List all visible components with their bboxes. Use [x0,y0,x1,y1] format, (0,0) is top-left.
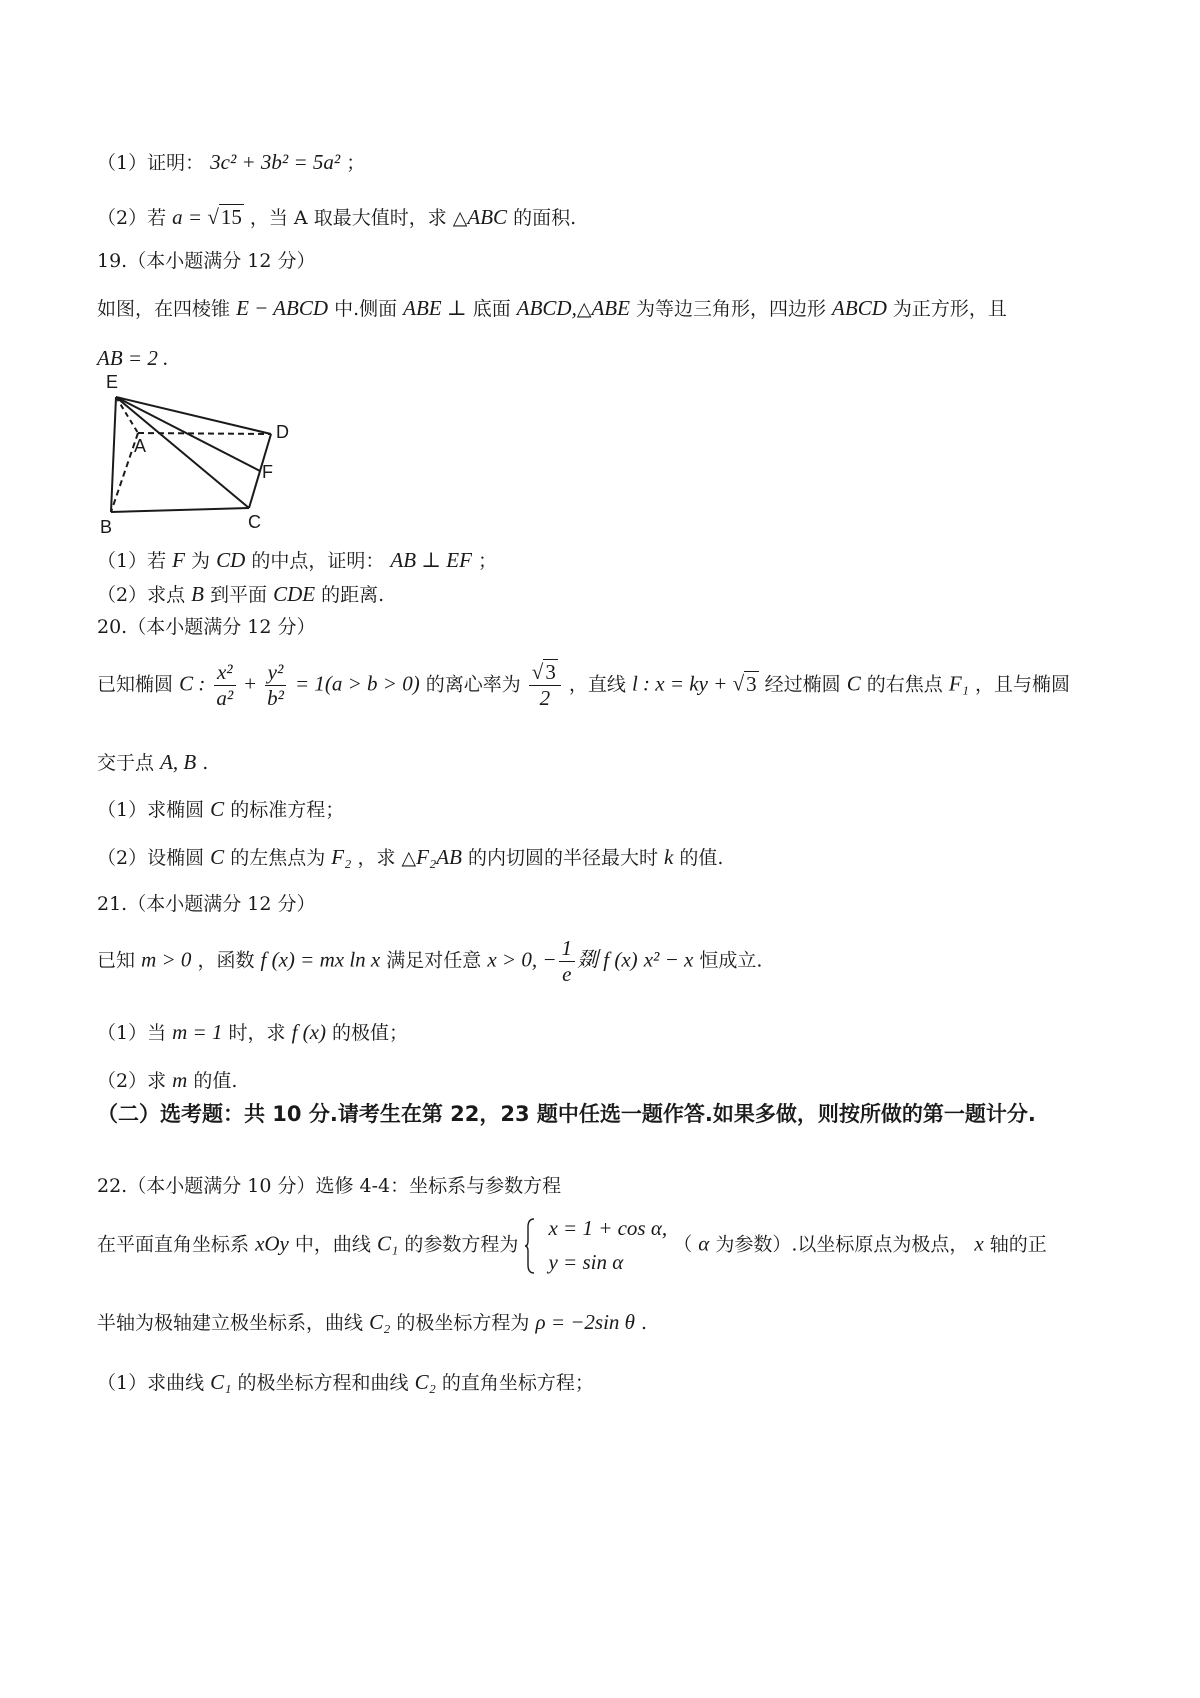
q22-header: 22.（本小题满分 10 分）选修 4-4：坐标系与参数方程 [97,1175,562,1197]
q19-stem-line2: AB = 2 . [97,346,169,370]
q21-stem: 已知 m > 0 ，函数 f (x) = mx ln x 满足对任意 x > 0, − $\frac{1}{e}$ 剟 f (x) x² − x 恒成立. [97,936,763,987]
q22-stem: 在平面直角坐标系 xOy 中，曲线 C₁ 的参数方程为 x = 1 + cos α, y = sin α （ α 为参数）.以坐标原点为极点， x 轴的正 [97,1212,1047,1279]
label-B: B [100,517,113,537]
brace-icon [524,1217,536,1275]
q19-part1: （1）若 F 为 CD 的中点，证明： AB ⊥ EF ； [97,548,497,572]
label-E: E [106,372,119,392]
label-F: F [262,462,273,482]
q20-part1: （1）求椭圆 C 的标准方程； [97,797,345,821]
q22-stem-line2: 半轴为极轴建立极坐标系，曲线 C₂ 的极坐标方程为 ρ = −2sin θ . [97,1310,648,1334]
q20-stem-line2: 交于点 A, B . [97,750,209,774]
q22-part1: （1）求曲线 C₁ 的极坐标方程和曲线 C₂ 的直角坐标方程； [97,1370,594,1394]
q20-part2: （2）设椭圆 C 的左焦点为 F₂ ，求 △F₂AB 的内切圆的半径最大时 k 的值. [97,845,724,869]
section-heading: （二）选考题：共 10 分.请考生在第 22，23 题中任选一题作答.如果多做，则按所做的第一题计分. [97,1102,1036,1126]
q20-stem: 已知椭圆 C : $\frac{\text{x²}}{\text{a²}}$ + $\frac{\text{y²}}{\text{b²}}$ = 1(a > b > 0) 的离心率为 $\frac{√3}{2}$ ，直线 l : x = ky + √3 经过椭圆 C 的右焦点 F₁ ，且与椭圆 [97,660,1071,711]
q21-part1: （1）当 m = 1 时，求 f (x) 的极值； [97,1020,409,1044]
edge-BC [111,508,249,512]
triangle-icon: △ [401,847,417,869]
label-A: A [134,436,147,456]
q20-header: 20.（本小题满分 12 分） [97,616,316,638]
label-C: C [248,512,261,532]
q19-header: 19.（本小题满分 12 分） [97,250,316,272]
q19-part2: （2）求点 B 到平面 CDE 的距离. [97,582,385,606]
triangle-icon: △ [452,207,468,229]
q19-stem: 如图，在四棱锥 E − ABCD 中.侧面 ABE ⊥ 底面 ABCD,△ABE 为等边三角形，四边形 ABCD 为正方形，且 [97,296,1007,320]
q21-header: 21.（本小题满分 12 分） [97,893,316,915]
q21-part2: （2）求 m 的值. [97,1068,238,1092]
pyramid-figure [96,370,306,540]
q18-part1: （1）证明： 3c² + 3b² = 5a² ； [97,150,366,174]
parametric-system: x = 1 + cos α, y = sin α [548,1216,668,1274]
q18-part2: （2）若 a = √15 ，当 A 取最大值时，求 △ABC 的面积. [97,205,577,229]
edge-EB [111,397,116,512]
q18-equation: 3c² + 3b² = 5a² [210,150,341,174]
label-D: D [276,422,289,442]
triangle-icon: △ [576,298,592,320]
